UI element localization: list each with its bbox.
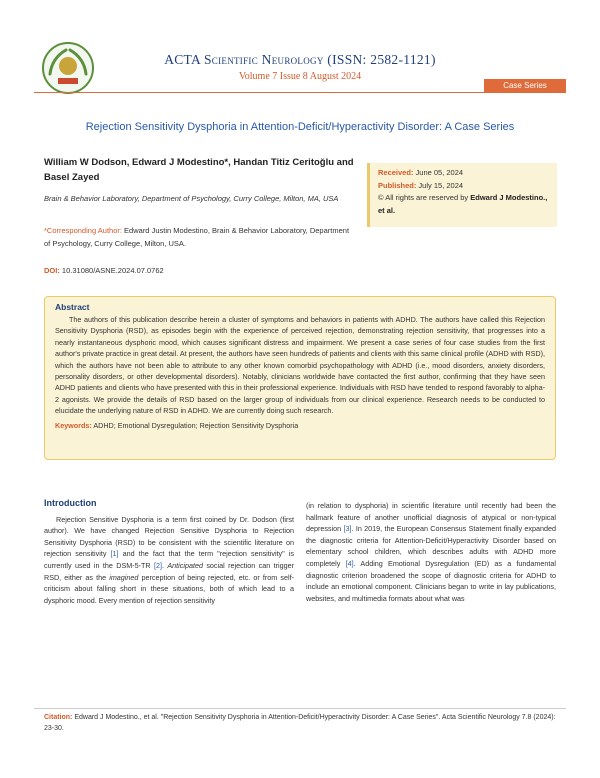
- doi-link[interactable]: 10.31080/ASNE.2024.07.0762: [59, 266, 164, 275]
- corresponding-author: [44, 224, 354, 250]
- citation-label: Citation:: [44, 714, 73, 721]
- abstract-box: [44, 296, 556, 460]
- citation-text: Edward J Modestino., et al. "Rejection Sensitivity Dysphoria in Attention-Deficit/Hyperactivity Disorder: A Case Series". Acta Scientific Neurology 7.8 (2024): 23-30.: [44, 714, 556, 732]
- body-left-column: [44, 498, 294, 606]
- keywords-label: Keywords:: [55, 420, 92, 430]
- corresponding-label: *Corresponding Author:: [44, 226, 122, 235]
- text-run: social rejection can trigger RSD, either as the: [44, 560, 294, 582]
- citation: [44, 712, 556, 734]
- keywords: [55, 420, 545, 431]
- received-label: Received:: [378, 168, 414, 177]
- published-label: Published:: [378, 180, 417, 190]
- italic-text: Anticipated: [167, 560, 203, 570]
- reference-link[interactable]: [4]: [345, 558, 354, 568]
- text-run: and the fact that the term "rejection sensitivity" is currently used in the DSM-5-TR: [44, 549, 294, 570]
- journal-title: ACTA Scientific Neurology (ISSN: 2582-1121): [164, 52, 436, 67]
- author-list: William W Dodson, Edward J Modestino*, Handan Titiz Ceritoğlu and Basel Zayed: [44, 157, 354, 183]
- body-right-column: [306, 500, 556, 604]
- journal-logo: [40, 40, 96, 96]
- abstract-text: The authors of this publication describe herein a cluster of symptoms and behaviors in patients with ADHD. The authors have called this Rejection Sensitivity Dysphoria (RSD), as episodes begin with the experience of perceived rejection, demonstrating rejection sensitivity, that progresses into a nearly instantaneous dysphoric mood, which causes significant distress and impairment. We present a case series of four case studies from the first author's private practice in great detail. At present, the authors have seen hundreds of patients and clients with this same clinical profile (ADHD with RSD), which the authors have not been able to attribute to any other known comorbid psychopathology with ADHD (i.e., mood disorders, anxiety disorders, personality disorders, or other developmental disorders). Notably, clinicians worldwide have contacted the first author, confirming that they have seen ADHD patients and clients who have presented with this in their professional experience. Individuals with RSD have tended to respond favorably to alpha-2 agonists. We provide the details of RSD based on the larger group of individuals from our clinical experience. Research needs to be conducted to elucidate the underlying nature of RSD in ADHD. We are currently doing such research.: [55, 315, 545, 416]
- keywords-text: ADHD; Emotional Dysregulation; Rejection Sensitivity Dysphoria: [91, 420, 299, 430]
- received-date: [378, 167, 549, 180]
- text-run: Rejection Sensitive Dysphoria is a term first coined by Dr. Dodson (first author). We have changed Rejection Sensitive Dysphoria to Rejection Sensitivity Dysphoria (RSD) to be consistent with the scientific literature on rejection sensitivity: [44, 514, 294, 559]
- text-run: perception of being rejected, etc. or from self-criticism about falling short in these situations, both of which lead to a dysphoric mood. Every mention of rejection sensitivity: [44, 572, 294, 605]
- published-value: July 15, 2024: [416, 180, 464, 190]
- doi: [44, 266, 164, 275]
- text-run: .: [162, 560, 168, 570]
- text-run: (in relation to dysphoria) in scientific literature until recently had been the hallmark feature of another unofficial diagnosis of atypical or non-typical depression: [306, 501, 556, 534]
- reference-link[interactable]: [2]: [154, 560, 162, 570]
- rights-prefix: © All rights are reserved by: [378, 193, 471, 202]
- publication-dates-box: [367, 163, 557, 227]
- doi-label: DOI:: [44, 266, 60, 275]
- received-value: June 05, 2024: [413, 168, 464, 177]
- abstract-heading: Abstract: [55, 302, 90, 312]
- reference-link[interactable]: [1]: [110, 549, 119, 559]
- rights-holder: Edward J Modestino., et al.: [378, 193, 548, 215]
- rights-statement: [378, 192, 549, 217]
- paper-title: Rejection Sensitivity Dysphoria in Attention-Deficit/Hyperactivity Disorder: A Case Series: [85, 121, 515, 133]
- section-heading-introduction: Introduction: [44, 498, 97, 508]
- intro-paragraph-continued: [306, 500, 556, 604]
- reference-link[interactable]: [3]: [343, 524, 352, 534]
- italic-text: imagined: [109, 572, 139, 582]
- article-type-badge: Case Series: [484, 79, 566, 93]
- published-date: [378, 180, 549, 193]
- text-run: . Adding Emotional Dysregulation (ED) as a fundamental diagnostic criterion broadened the scope of diagnostic criteria for ADHD to include an emotional component. Clinicians began to write in lay publications, websites, and multimedia formats about what was: [306, 558, 556, 603]
- affiliation: Brain & Behavior Laboratory, Department of Psychology, Curry College, Milton, MA, USA: [44, 194, 339, 203]
- footer-divider: [34, 708, 566, 709]
- text-run: . In 2019, the European Consensus Statement finally expanded the diagnostic criteria for Attention-Deficit/Hyperactivity Disorder based on elementary school children, which describes adults with ADHD more completely: [306, 524, 556, 568]
- corresponding-text: Edward Justin Modestino, Brain & Behavior Laboratory, Department of Psychology, Curry College, Milton, USA.: [44, 226, 350, 248]
- intro-paragraph: [44, 514, 294, 607]
- volume-issue: Volume 7 Issue 8 August 2024: [238, 71, 362, 82]
- header-divider: [34, 92, 566, 93]
